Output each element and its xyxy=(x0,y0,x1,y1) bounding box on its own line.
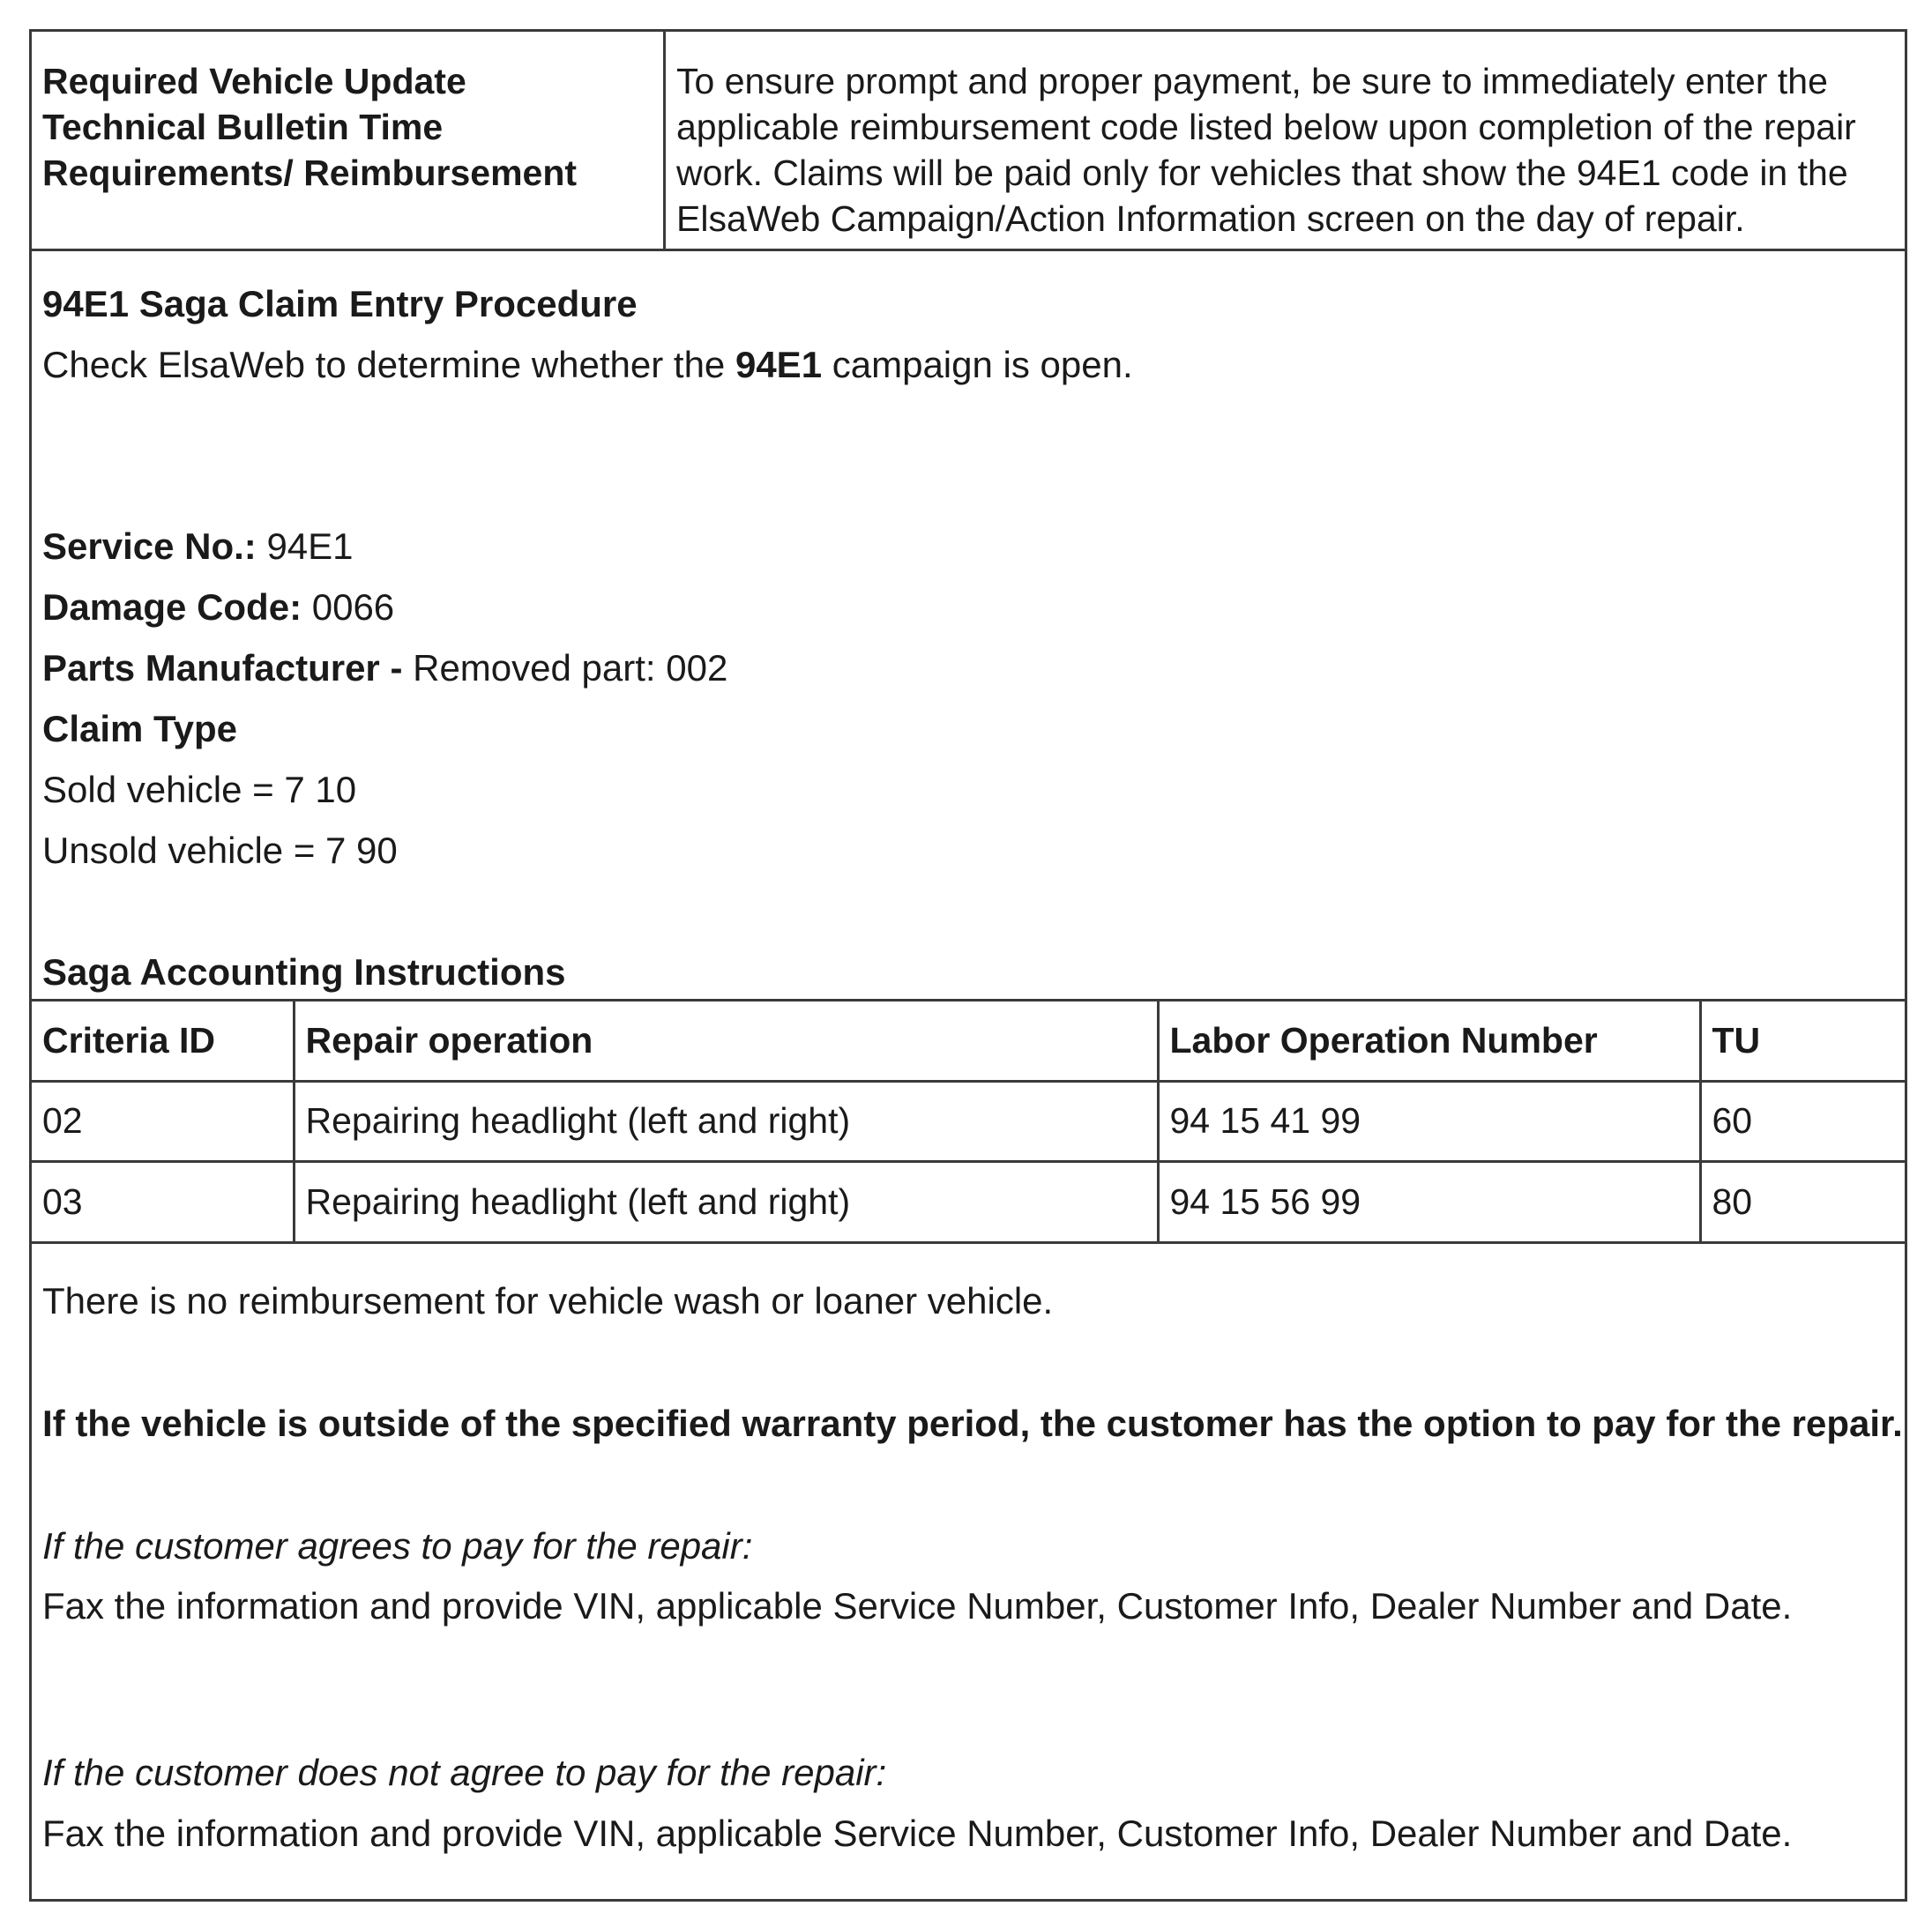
unsold-vehicle-line: Unsold vehicle = 7 90 xyxy=(42,830,398,871)
header-description-line: To ensure prompt and proper payment, be sure to immediately enter the xyxy=(676,61,1828,101)
service-no-value: 94E1 xyxy=(266,525,354,567)
header-title-line: Technical Bulletin Time xyxy=(42,107,444,147)
check-prefix: Check ElsaWeb to determine whether the xyxy=(42,344,726,385)
damage-code-line xyxy=(42,584,394,631)
service-no-label: Service No.: xyxy=(42,525,257,567)
not-agrees-text: Fax the information and provide VIN, applicable Service Number, Customer Info, Dealer Number and Date. xyxy=(42,1813,1793,1854)
no-reimbursement-note: There is no reimbursement for vehicle wash or loaner vehicle. xyxy=(42,1280,1054,1322)
header-title xyxy=(32,32,666,249)
check-code: 94E1 xyxy=(735,344,823,385)
header-description-line: ElsaWeb Campaign/Action Information screen on the day of repair. xyxy=(676,198,1745,239)
accounting-title: Saga Accounting Instructions xyxy=(42,951,566,993)
header-row xyxy=(32,32,1905,251)
parts-label: Parts Manufacturer - xyxy=(42,647,403,689)
header-description xyxy=(666,32,1905,249)
damage-code-label: Damage Code: xyxy=(42,586,302,628)
column-header: Labor Operation Number xyxy=(1158,1001,1700,1082)
column-header: TU xyxy=(1700,1001,1905,1082)
warranty-notice: If the vehicle is outside of the specified warranty period, the customer has the option to pay for the repair. xyxy=(42,1403,1903,1444)
bulletin-frame xyxy=(29,29,1907,1902)
procedure-check-line xyxy=(42,342,1133,389)
table-row xyxy=(32,1162,1905,1243)
claim-type-label: Claim Type xyxy=(42,708,237,749)
repair-operation-cell: Repairing headlight (left and right) xyxy=(294,1081,1158,1162)
header-title-line: Requirements/ Reimbursement xyxy=(42,153,578,193)
not-agrees-heading: If the customer does not agree to pay for the repair: xyxy=(42,1752,887,1793)
table-row xyxy=(32,1081,1905,1162)
tu-cell: 80 xyxy=(1700,1162,1905,1243)
damage-code-value: 0066 xyxy=(311,586,395,628)
parts-manufacturer-line xyxy=(42,645,727,692)
column-header: Criteria ID xyxy=(32,1001,294,1082)
sold-vehicle-line: Sold vehicle = 7 10 xyxy=(42,769,357,810)
procedure-title: 94E1 Saga Claim Entry Procedure xyxy=(42,283,638,324)
check-suffix: campaign is open. xyxy=(832,344,1133,385)
table-header-row xyxy=(32,1001,1905,1082)
labor-operation-cell: 94 15 56 99 xyxy=(1158,1162,1700,1243)
tu-cell: 60 xyxy=(1700,1081,1905,1162)
column-header: Repair operation xyxy=(294,1001,1158,1082)
header-title-line: Required Vehicle Update xyxy=(42,61,466,101)
header-description-line: work. Claims will be paid only for vehicles that show the 94E1 code in the xyxy=(676,153,1848,193)
repair-operation-cell: Repairing headlight (left and right) xyxy=(294,1162,1158,1243)
header-description-line: applicable reimbursement code listed below upon completion of the repair xyxy=(676,107,1856,147)
labor-operation-cell: 94 15 41 99 xyxy=(1158,1081,1700,1162)
parts-value: Removed part: 002 xyxy=(413,647,728,689)
agrees-text: Fax the information and provide VIN, applicable Service Number, Customer Info, Dealer Number and Date. xyxy=(42,1585,1793,1627)
accounting-table xyxy=(32,999,1905,1244)
agrees-heading: If the customer agrees to pay for the repair: xyxy=(42,1525,753,1567)
criteria-id-cell: 03 xyxy=(32,1162,294,1243)
criteria-id-cell: 02 xyxy=(32,1081,294,1162)
service-no-line xyxy=(42,524,354,570)
